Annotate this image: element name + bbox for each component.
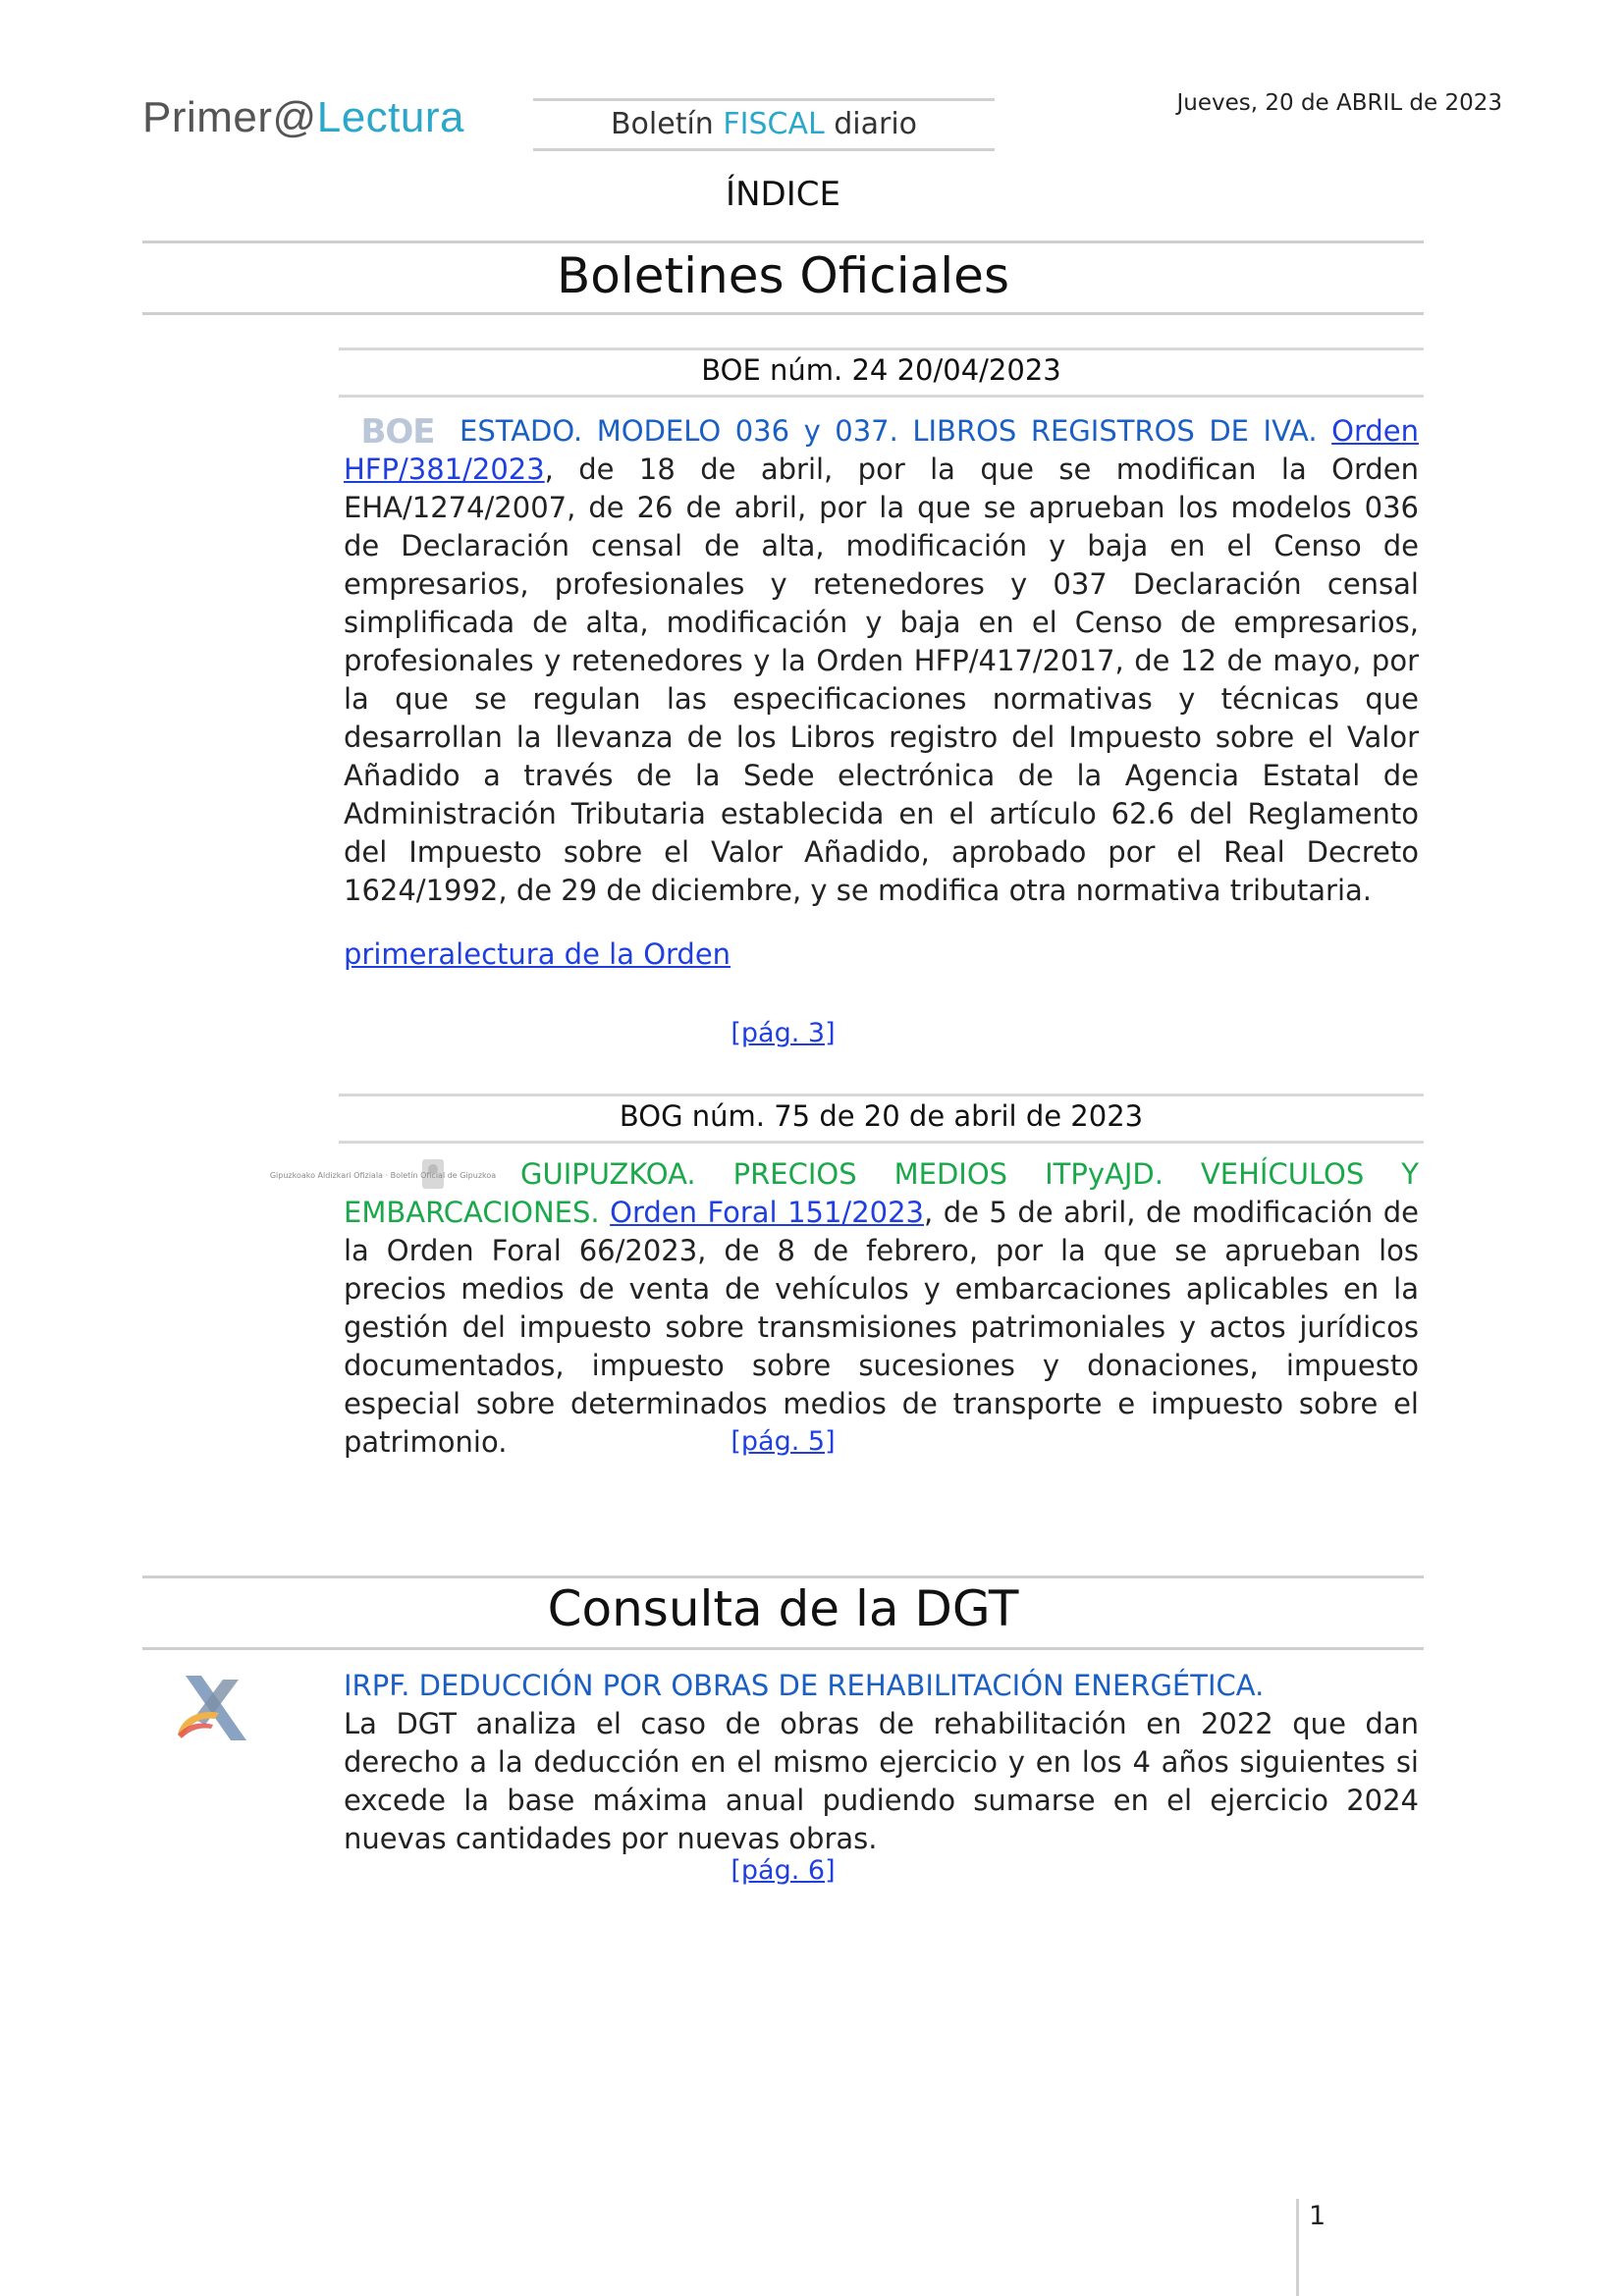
divider: [142, 240, 1424, 243]
dgt-entry: [344, 1667, 1419, 1858]
boletin-word: Boletín: [610, 107, 724, 141]
bog-page-link[interactable]: [pág. 5]: [731, 1426, 836, 1457]
section-title-boletines: Boletines Oficiales: [556, 247, 1009, 304]
boe-page-ref: [535, 1018, 1031, 1048]
logo-part-lectura: Lectura: [316, 93, 464, 141]
bog-body: , de 5 de abril, de modificación de la Orden Foral 66/2023, de 8 de febrero, por la que se aprueban los precios medios de venta de vehículos y embarcaciones aplicables en la gestión del impuesto sobre transmisiones patrimoniales y actos jurídicos documentados, impuesto sobre sucesiones y donaciones, impuesto especial sobre determinados medios de transporte e impuesto sobre el patrimonio.: [344, 1196, 1420, 1459]
divider: [142, 1647, 1424, 1650]
bog-logo-icon: [269, 1155, 513, 1194]
dgt-body: La DGT analiza el caso de obras de rehabilitación en 2022 que dan derecho a la deducción en el mismo ejercicio y en los 4 años siguientes si excede la base máxima anual pudiendo sumarse en el ejercicio 2024 nuevas cantidades por nuevas obras.: [344, 1707, 1419, 1855]
bog-order-link[interactable]: Orden Foral 151/2023: [610, 1196, 925, 1229]
boe-body: , de 18 de abril, por la que se modifican la Orden EHA/1274/2007, de 26 de abril, por la que se aprueban los modelos 036 de Declaración censal de alta, modificación y baja en el Censo de empresarios, profesionales y retenedores y 037 Declaración censal simplificada de alta, modificación y baja en el Censo de empresarios, profesionales y retenedores y la Orden HFP/417/2017, de 12 de mayo, por la que se regulan las especificaciones normativas y técnicas que desarrollan la llevanza de los Libros registro del Impuesto sobre el Valor Añadido a través de la Sede electrónica de la Agencia Estatal de Administración Tributaria establecida en el artículo 62.6 del Reglamento del Impuesto sobre el Valor Añadido, aprobado por el Real Decreto 1624/1992, de 29 de diciembre, y se modifica otra normativa tributaria.: [344, 453, 1419, 907]
bog-logo-text: Gipuzkoako Aldizkari Ofiziala · Boletín Oficial de Gipuzkoa: [269, 1171, 497, 1180]
boe-logo-icon: [344, 412, 452, 451]
section-title-dgt: Consulta de la DGT: [547, 1580, 1019, 1637]
boletin-fiscal: FISCAL: [723, 107, 825, 141]
divider: [339, 1094, 1424, 1096]
dgt-heading: IRPF. DEDUCCIÓN POR OBRAS DE REHABILITACIÓN ENERGÉTICA.: [344, 1669, 1265, 1702]
boe-page-link[interactable]: [pág. 3]: [731, 1018, 836, 1048]
bog-page-ref: [535, 1426, 1031, 1457]
bog-subtitle: BOG núm. 75 de 20 de abril de 2023: [619, 1099, 1144, 1133]
boe-heading: ESTADO. MODELO 036 y 037. LIBROS REGISTROS DE IVA.: [460, 414, 1318, 448]
bog-entry: [269, 1155, 1420, 1462]
divider: [339, 347, 1424, 350]
divider: [142, 312, 1424, 315]
logo-part-primer: Primer@: [142, 93, 317, 141]
primeralectura-orden-link-wrap: [344, 937, 731, 971]
divider: [339, 395, 1424, 398]
boletin-diario: diario: [824, 107, 918, 141]
dgt-page-ref: [535, 1855, 1031, 1886]
boletin-title: [533, 98, 995, 151]
boe-subtitle: BOE núm. 24 20/04/2023: [701, 353, 1061, 387]
issue-date: Jueves, 20 de ABRIL de 2023: [1176, 90, 1502, 116]
index-heading: ÍNDICE: [726, 175, 840, 214]
primeralectura-logo: [142, 93, 464, 142]
boe-order-link[interactable]: Orden HFP/381/2023: [344, 414, 1419, 486]
boe-entry: [344, 412, 1419, 910]
page-number-divider: [1296, 2199, 1299, 2296]
bog-heading: GUIPUZKOA. PRECIOS MEDIOS ITPyAJD. VEHÍCULOS Y EMBARCACIONES.: [344, 1157, 1419, 1229]
divider: [142, 1575, 1424, 1578]
page-number: 1: [1309, 2201, 1326, 2231]
dgt-page-link[interactable]: [pág. 6]: [731, 1855, 836, 1886]
divider: [339, 1141, 1424, 1144]
primeralectura-orden-link[interactable]: primeralectura de la Orden: [344, 937, 731, 971]
agencia-tributaria-logo-icon: [172, 1674, 248, 1742]
boe-logo-text: BOE: [360, 412, 435, 452]
